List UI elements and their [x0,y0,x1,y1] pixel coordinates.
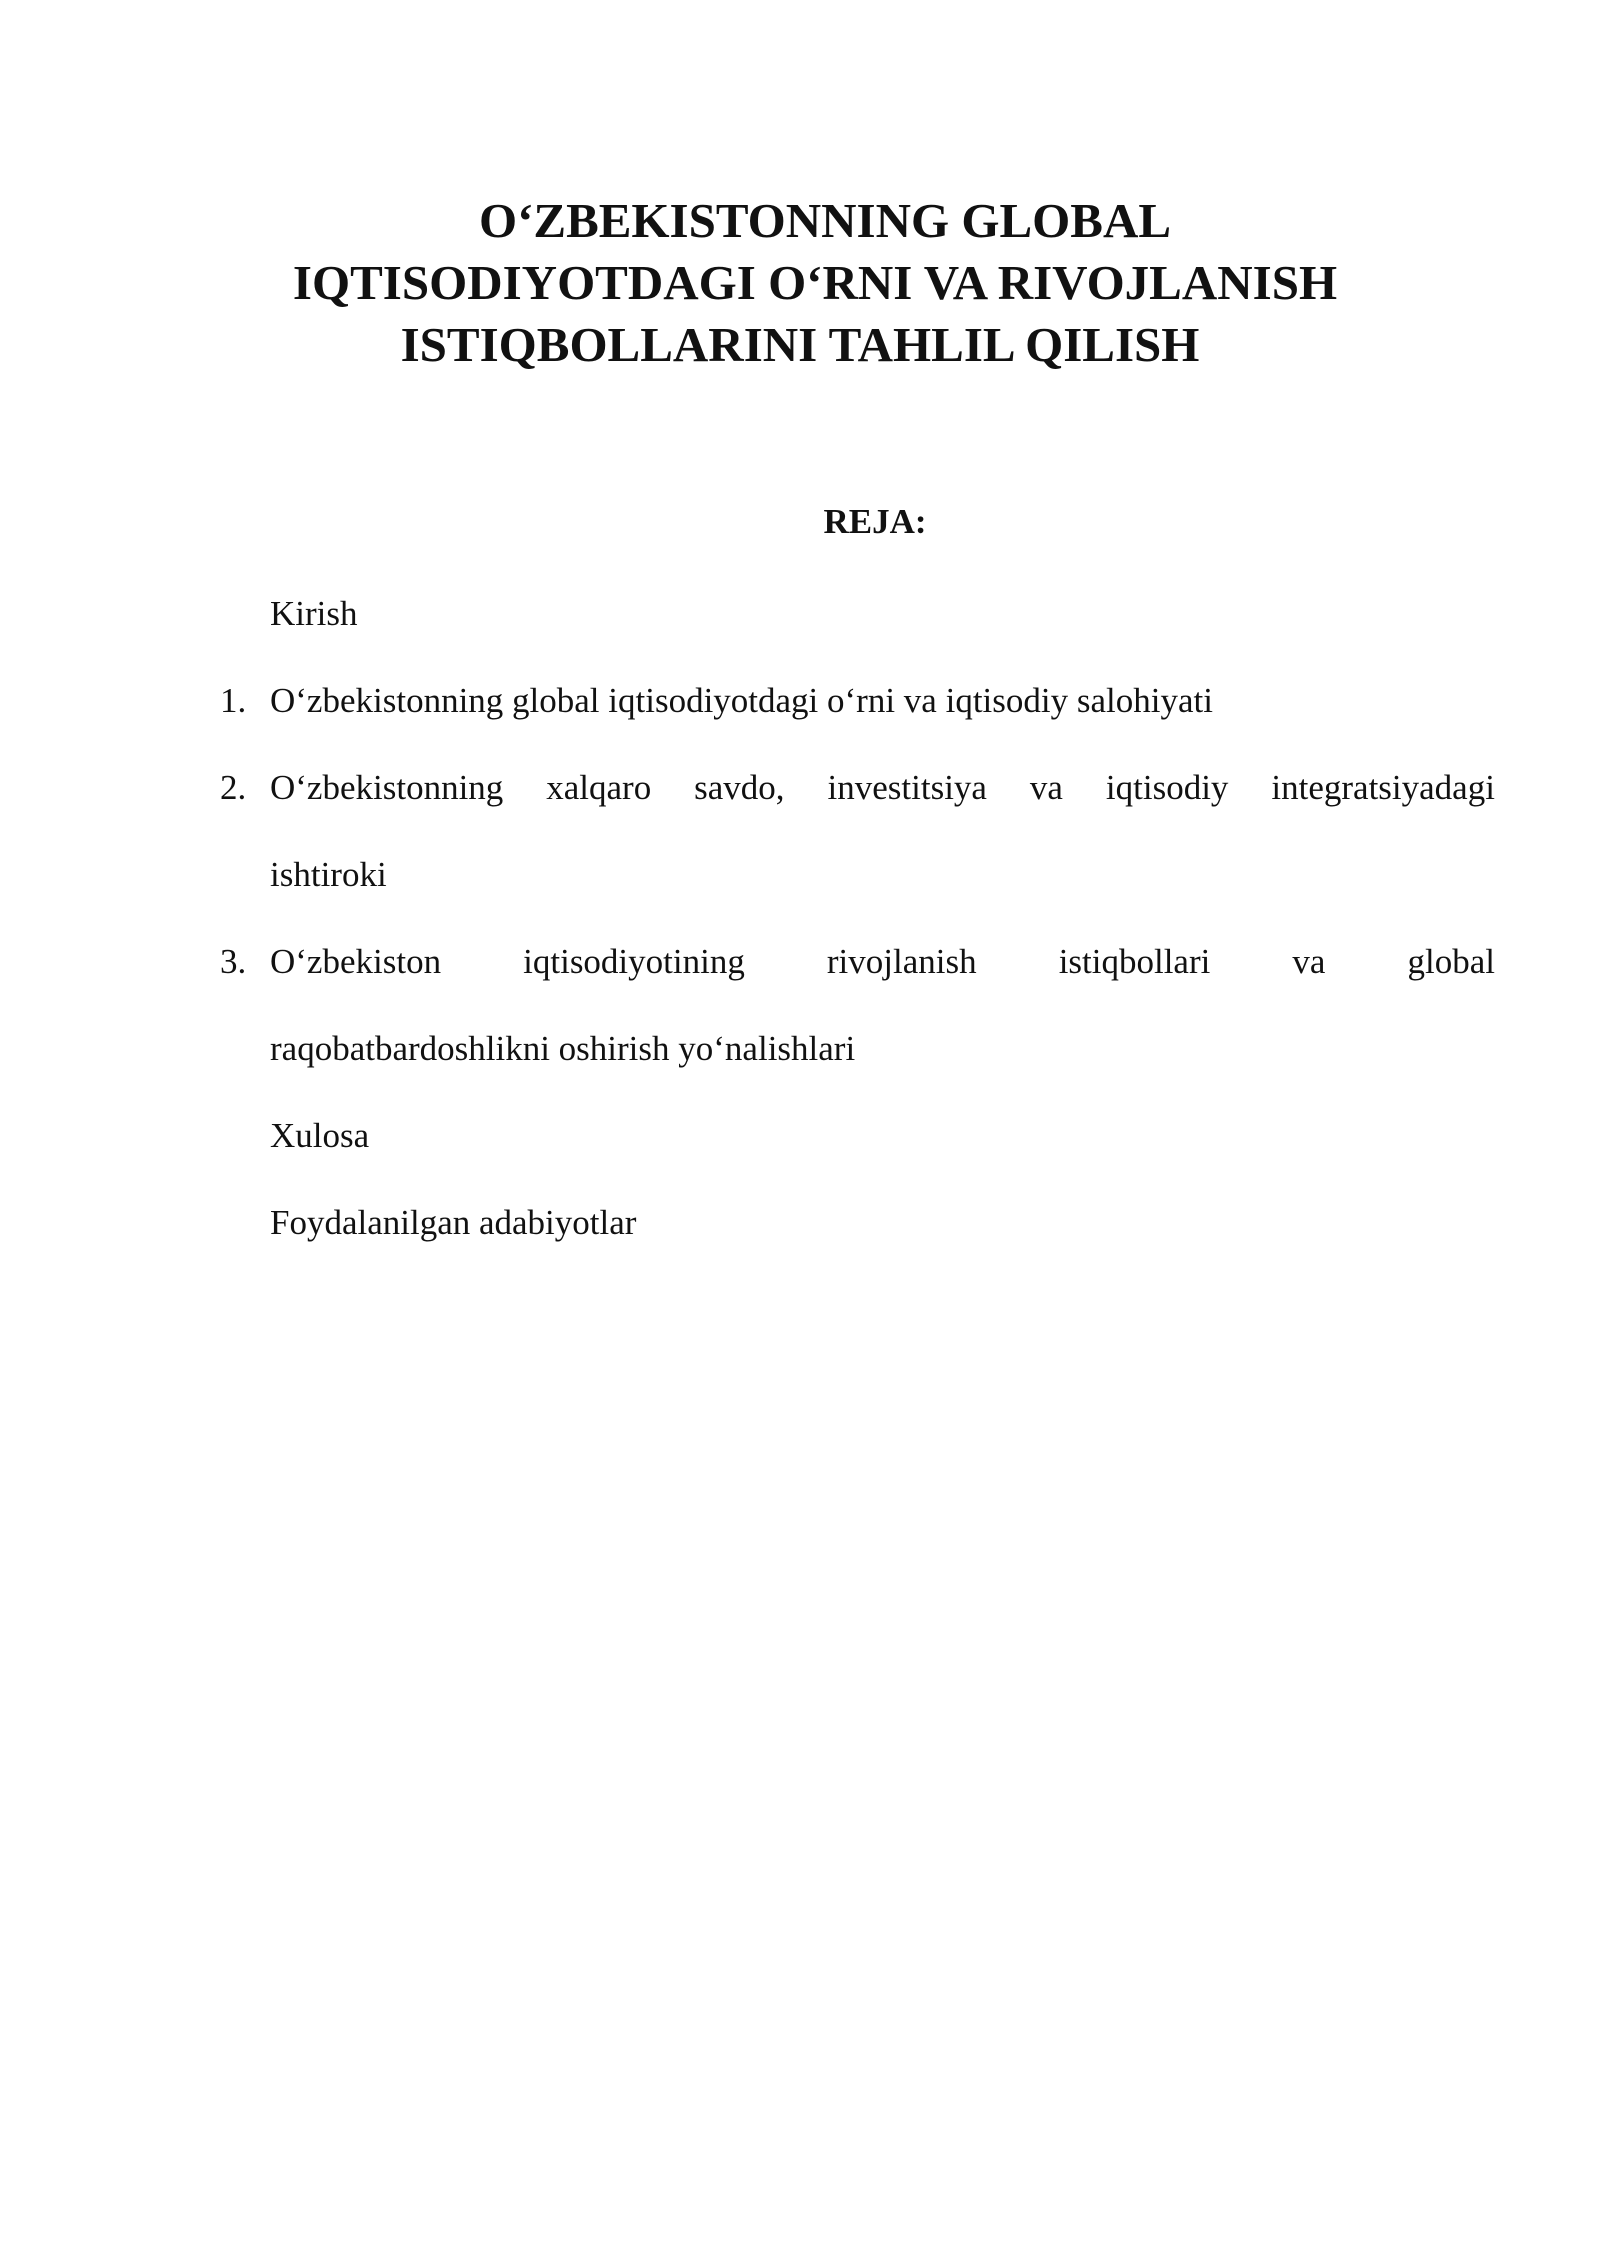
word: savdo, [694,768,785,807]
title-line-2: IQTISODIYOTDAGI O‘RNI VA RIVOJLANISH [292,255,1338,310]
plan-item-text-line-1 [270,918,1495,1005]
plan-heading: REJA: [823,502,927,541]
word: va [1029,768,1063,807]
plan-item-number: 2. [220,768,247,807]
word: iqtisodiy [1105,768,1229,807]
plan-intro: Kirish [270,594,358,633]
word: O‘zbekistonning [270,768,504,807]
plan-item-2-continuation: ishtiroki [270,855,387,894]
word: global [1407,942,1495,981]
word: va [1292,942,1326,981]
plan-item-number: 1. [220,681,247,720]
word: istiqbollari [1058,942,1211,981]
document-title [0,190,1600,376]
plan-item-1 [220,657,1495,744]
word: integratsiyadagi [1271,768,1495,807]
plan-item-3-continuation: raqobatbardoshlikni oshirish yo‘nalishlari [270,1029,856,1068]
word: O‘zbekiston [270,942,442,981]
word: rivojlanish [826,942,977,981]
word: iqtisodiyotining [523,942,745,981]
word: xalqaro [546,768,652,807]
plan-item-3 [220,918,1495,1005]
plan-item-text: O‘zbekistonning global iqtisodiyotdagi o‘rni va iqtisodiy salohiyati [270,681,1213,720]
title-line-1: O‘ZBEKISTONNING GLOBAL [478,193,1172,248]
plan-conclusion: Xulosa [270,1116,370,1155]
plan-item-number: 3. [220,942,247,981]
word: investitsiya [827,768,987,807]
title-line-3: ISTIQBOLLARINI TAHLIL QILISH [400,317,1200,372]
plan-item-text-line-1 [270,744,1495,831]
plan-references: Foydalanilgan adabiyotlar [270,1203,637,1242]
plan-item-2 [220,744,1495,831]
